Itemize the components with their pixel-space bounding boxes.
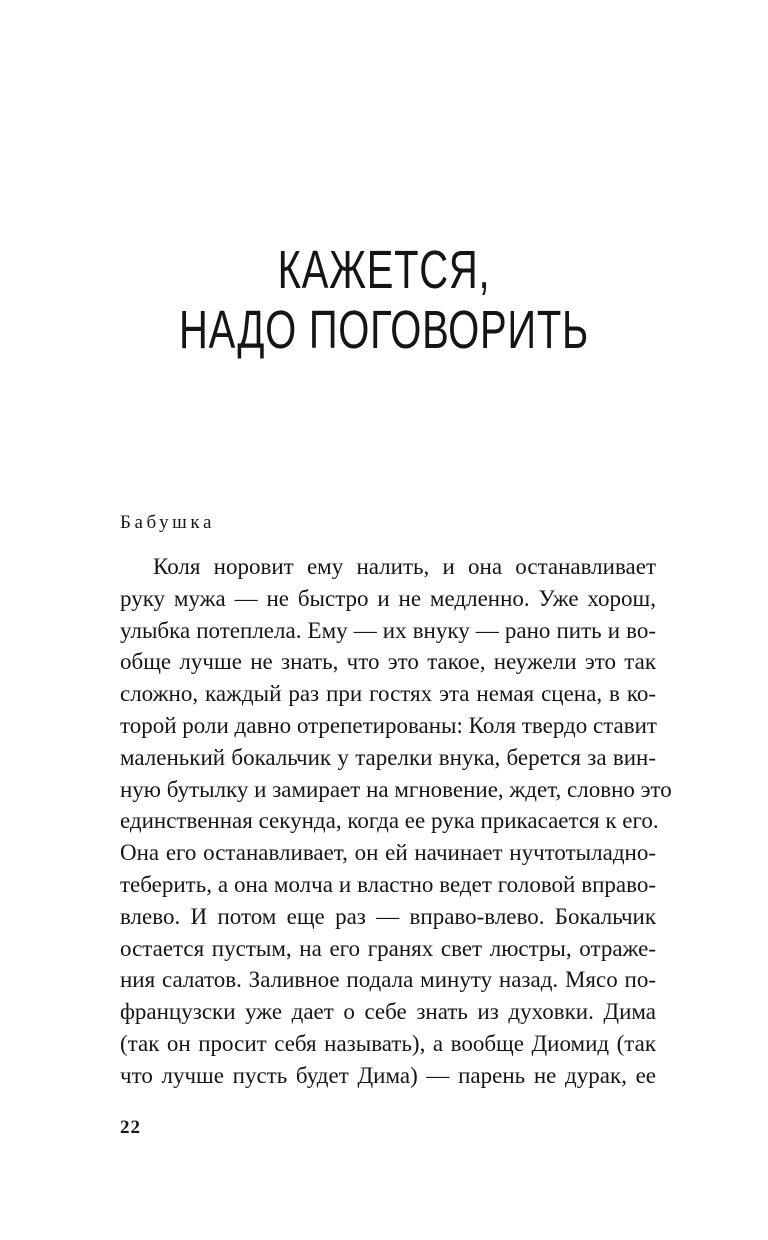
body-line: руку мужа — не быстро и не медленно. Уже хорош,	[120, 585, 656, 611]
body-line: сложно, каждый раз при гостях эта немая сцена, в ко-	[120, 681, 656, 707]
chapter-title	[0, 240, 768, 360]
body-line: французски уже дает о себе знать из духовки. Дима	[120, 999, 656, 1025]
body-line: улыбка потеплела. Ему — их внуку — рано пить и во-	[120, 617, 656, 643]
body-line: (так он просит себя называть), а вообще Диомид (так	[120, 1030, 656, 1056]
body-line: теберить, а она молча и властно ведет головой вправо-	[120, 871, 656, 897]
body-line: Коля норовит ему налить, и она останавливает	[153, 554, 656, 579]
body-line: остается пустым, на его гранях свет люстры, отраже-	[120, 935, 656, 961]
body-line: влево. И потом еще раз — вправо-влево. Бокальчик	[120, 903, 656, 929]
body-line: что лучше пусть будет Дима) — парень не дурак, ее	[120, 1062, 656, 1088]
page-number: 22	[120, 1117, 141, 1138]
body-line: ния салатов. Заливное подала минуту назад. Мясо по-	[120, 967, 656, 993]
body-line: Она его останавливает, он ей начинает нучтотыладно-	[120, 840, 656, 866]
chapter-title-line-1: КАЖЕТСЯ,	[277, 240, 491, 300]
body-line: единственная секунда, когда ее рука прикасается к его.	[120, 808, 659, 834]
body-line: ную бутылку и замирает на мгновение, ждет, словно это	[120, 776, 672, 802]
section-heading: Бабушка	[120, 512, 215, 533]
body-text	[120, 551, 672, 1092]
body-line: обще лучше не знать, что это такое, неужели это так	[120, 649, 656, 675]
body-line: торой роли давно отрепетированы: Коля твердо ставит	[120, 712, 657, 738]
body-line: маленький бокальчик у тарелки внука, берется за вин-	[120, 744, 656, 770]
chapter-title-line-2: НАДО ПОГОВОРИТЬ	[179, 300, 589, 360]
